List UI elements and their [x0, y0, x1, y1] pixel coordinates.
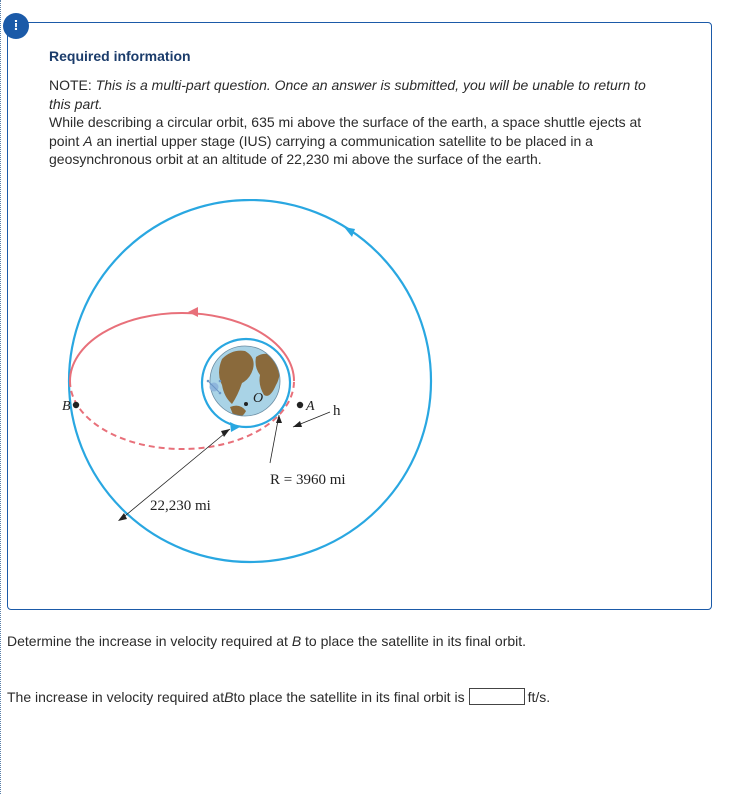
statement-text-1: While describing a circular orbit, 635 mi above the surface of the earth, a space shuttle ejects at point — [49, 114, 642, 149]
velocity-answer-input[interactable] — [469, 688, 525, 705]
note-prefix: NOTE: — [49, 77, 96, 93]
question-text-2: to place the satellite in its final orbit. — [301, 633, 527, 649]
answer-text-2: to place the satellite in its final orbit is — [233, 688, 465, 705]
label-o: O — [253, 391, 264, 406]
orbit-arrow — [344, 227, 355, 237]
note-italic: This is a multi-part question. Once an answer is submitted, you will be unable to return to this part. — [49, 77, 646, 112]
point-a — [297, 402, 303, 408]
point-b — [73, 402, 79, 408]
r-arrow — [276, 415, 282, 423]
question-point: B — [291, 633, 302, 649]
alert-icon: ! — [3, 13, 29, 39]
problem-statement — [49, 76, 669, 169]
orbit-diagram — [50, 199, 450, 599]
label-radius: R = 3960 mi — [270, 472, 346, 488]
statement-text-2: an inertial upper stage (IUS) carrying a communication satellite to be placed in a geosynchronous orbit at an altitude of 22,230 mi above the surface of the earth. — [49, 132, 593, 167]
required-info-panel — [7, 22, 712, 610]
question-text — [7, 633, 526, 649]
h-arrow — [293, 421, 302, 427]
statement-point: A — [83, 132, 93, 149]
answer-unit: ft/s. — [527, 688, 551, 705]
label-h: h — [333, 403, 341, 419]
transfer-arrow — [188, 307, 198, 317]
left-border — [0, 0, 2, 794]
label-a: A — [306, 399, 315, 414]
answer-point: B — [224, 688, 234, 705]
label-altitude: 22,230 mi — [150, 498, 211, 514]
center-o — [244, 402, 248, 406]
question-text-1: Determine the increase in velocity required at — [7, 633, 292, 649]
altitude-arrow-start — [118, 513, 127, 521]
answer-row — [7, 688, 550, 705]
required-info-title: Required information — [49, 48, 191, 64]
label-b: B — [62, 399, 71, 414]
shuttle-orbit-arrow — [230, 422, 240, 432]
answer-text-1: The increase in velocity required at — [7, 688, 225, 705]
